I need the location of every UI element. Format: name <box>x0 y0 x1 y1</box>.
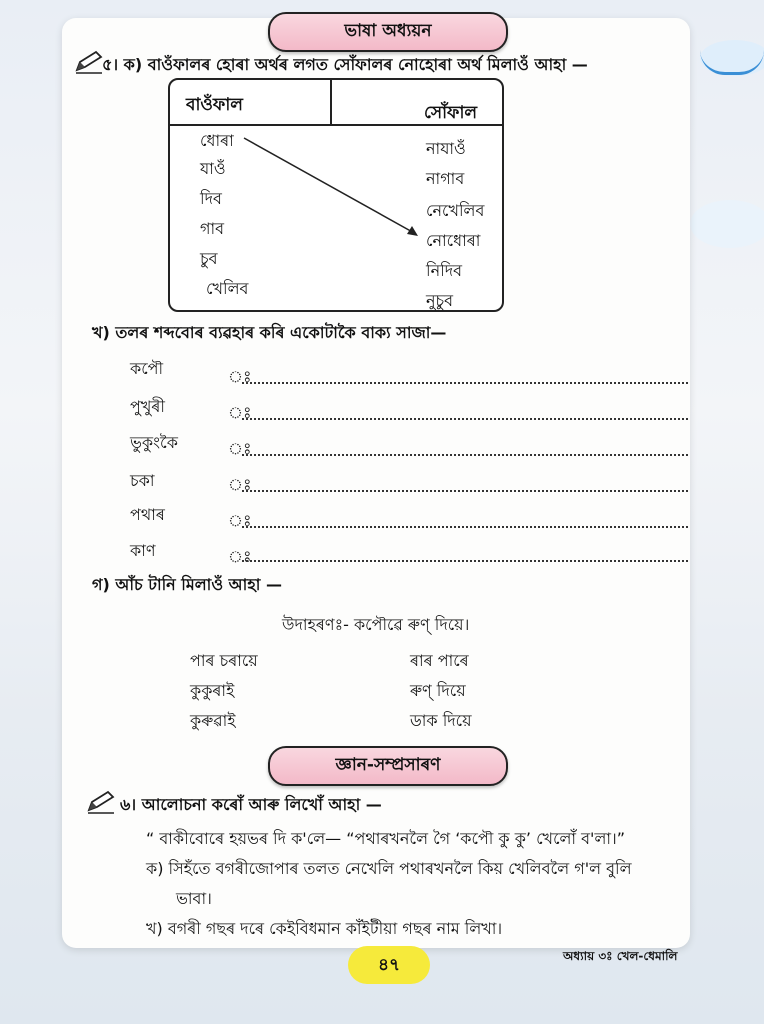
pencil-icon <box>86 790 116 814</box>
match-right-item: ৰাৰ পাৰে <box>410 651 469 670</box>
sentence-word: পথাৰ <box>130 505 165 524</box>
match-right-item: ডাক দিয়ে <box>410 711 472 730</box>
colon: ঃ <box>228 475 252 494</box>
right-word: নিদিব <box>426 261 463 280</box>
right-word: নাযাওঁ <box>426 139 466 158</box>
right-column-header: সোঁফাল <box>424 103 478 123</box>
right-word: নাগাব <box>426 169 465 188</box>
left-word: চুব <box>200 249 218 268</box>
colon: ঃ <box>228 547 252 566</box>
example-text: উদাহৰণঃ- কপৌৱে ৰুণ্ দিয়ে। <box>282 615 470 634</box>
page-number: ৪৭ <box>348 946 430 984</box>
sentence-word: চকা <box>130 471 155 490</box>
left-column-header: বাওঁফাল <box>186 95 243 115</box>
question-6a-text: ক) সিহঁতে বগৰীজোপাৰ তলত নেখেলি পথাৰখনলৈ কিয় খেলিবলৈ গ'ল বুলি <box>146 859 632 878</box>
question-6-heading: ৬। আলোচনা কৰোঁ আৰু লিখোঁ আহা — <box>120 795 382 814</box>
match-right-item: ৰুণ্ দিয়ে <box>410 681 466 700</box>
answer-line[interactable] <box>242 452 688 456</box>
left-word: গাব <box>200 219 225 238</box>
answer-line[interactable] <box>242 488 688 492</box>
sentence-word: কপৌ <box>130 359 164 378</box>
sentence-word: কাণ <box>130 541 156 560</box>
left-word: খেলিব <box>206 279 249 298</box>
section-title-knowledge-expansion: জ্ঞান-সম্প্ৰসাৰণ <box>268 746 508 786</box>
left-word: দিব <box>200 189 222 208</box>
cloud-decoration <box>690 200 764 248</box>
answer-line[interactable] <box>242 524 688 528</box>
colon: ঃ <box>228 511 252 530</box>
match-table <box>168 78 504 312</box>
colon: ঃ <box>228 367 252 386</box>
question-5a-heading: ৫। ক) বাওঁফালৰ হোৰা অৰ্থৰ লগত সোঁফালৰ নোহোৰা অৰ্থ মিলাওঁ আহা — <box>102 55 588 74</box>
sentence-word: পুখুৰী <box>130 397 165 416</box>
match-left-item: কুৰুৱাই <box>190 711 236 730</box>
chapter-label: অধ্যায় ৩ঃ খেল-ধেমালি <box>563 949 678 963</box>
question-5b-heading: খ) তলৰ শব্দবোৰ ব্যৱহাৰ কৰি একোটাকৈ বাক্য সাজা— <box>92 323 447 342</box>
match-left-item: পাৰ চৰায়ে <box>190 651 258 670</box>
answer-line[interactable] <box>242 380 688 384</box>
answer-line[interactable] <box>242 416 688 420</box>
example-match-arrow <box>170 80 502 310</box>
right-word: নেখেলিব <box>426 201 485 220</box>
right-word: নুচুব <box>426 291 454 310</box>
pencil-icon <box>74 50 104 74</box>
question-5c-heading: গ) আঁচ টানি মিলাওঁ আহা — <box>92 575 282 594</box>
answer-line[interactable] <box>242 558 688 562</box>
question-6b-text: খ) বগৰী গছৰ দৰে কেইবিধমান কাঁইটীয়া গছৰ নাম লিখা। <box>146 919 503 938</box>
question-6a-continuation: ভাবা। <box>176 889 212 908</box>
left-word: ধোৰা <box>200 131 234 150</box>
section-title-language-study: ভাষা অধ্যয়ন <box>268 12 508 52</box>
colon: ঃ <box>228 439 252 458</box>
match-left-item: কুকুৰাই <box>190 681 235 700</box>
right-word: নোধোৰা <box>426 231 481 250</box>
colon: ঃ <box>228 403 252 422</box>
sentence-word: ভুকুংকৈ <box>130 433 178 452</box>
quote-text: “ বাকীবোৰে হয়ভৰ দি ক'লে— “পথাৰখনলৈ গৈ ‘কপৌ কু কু’ খেলোঁ ব'লা।” <box>146 829 626 848</box>
left-word: যাওঁ <box>200 159 226 178</box>
